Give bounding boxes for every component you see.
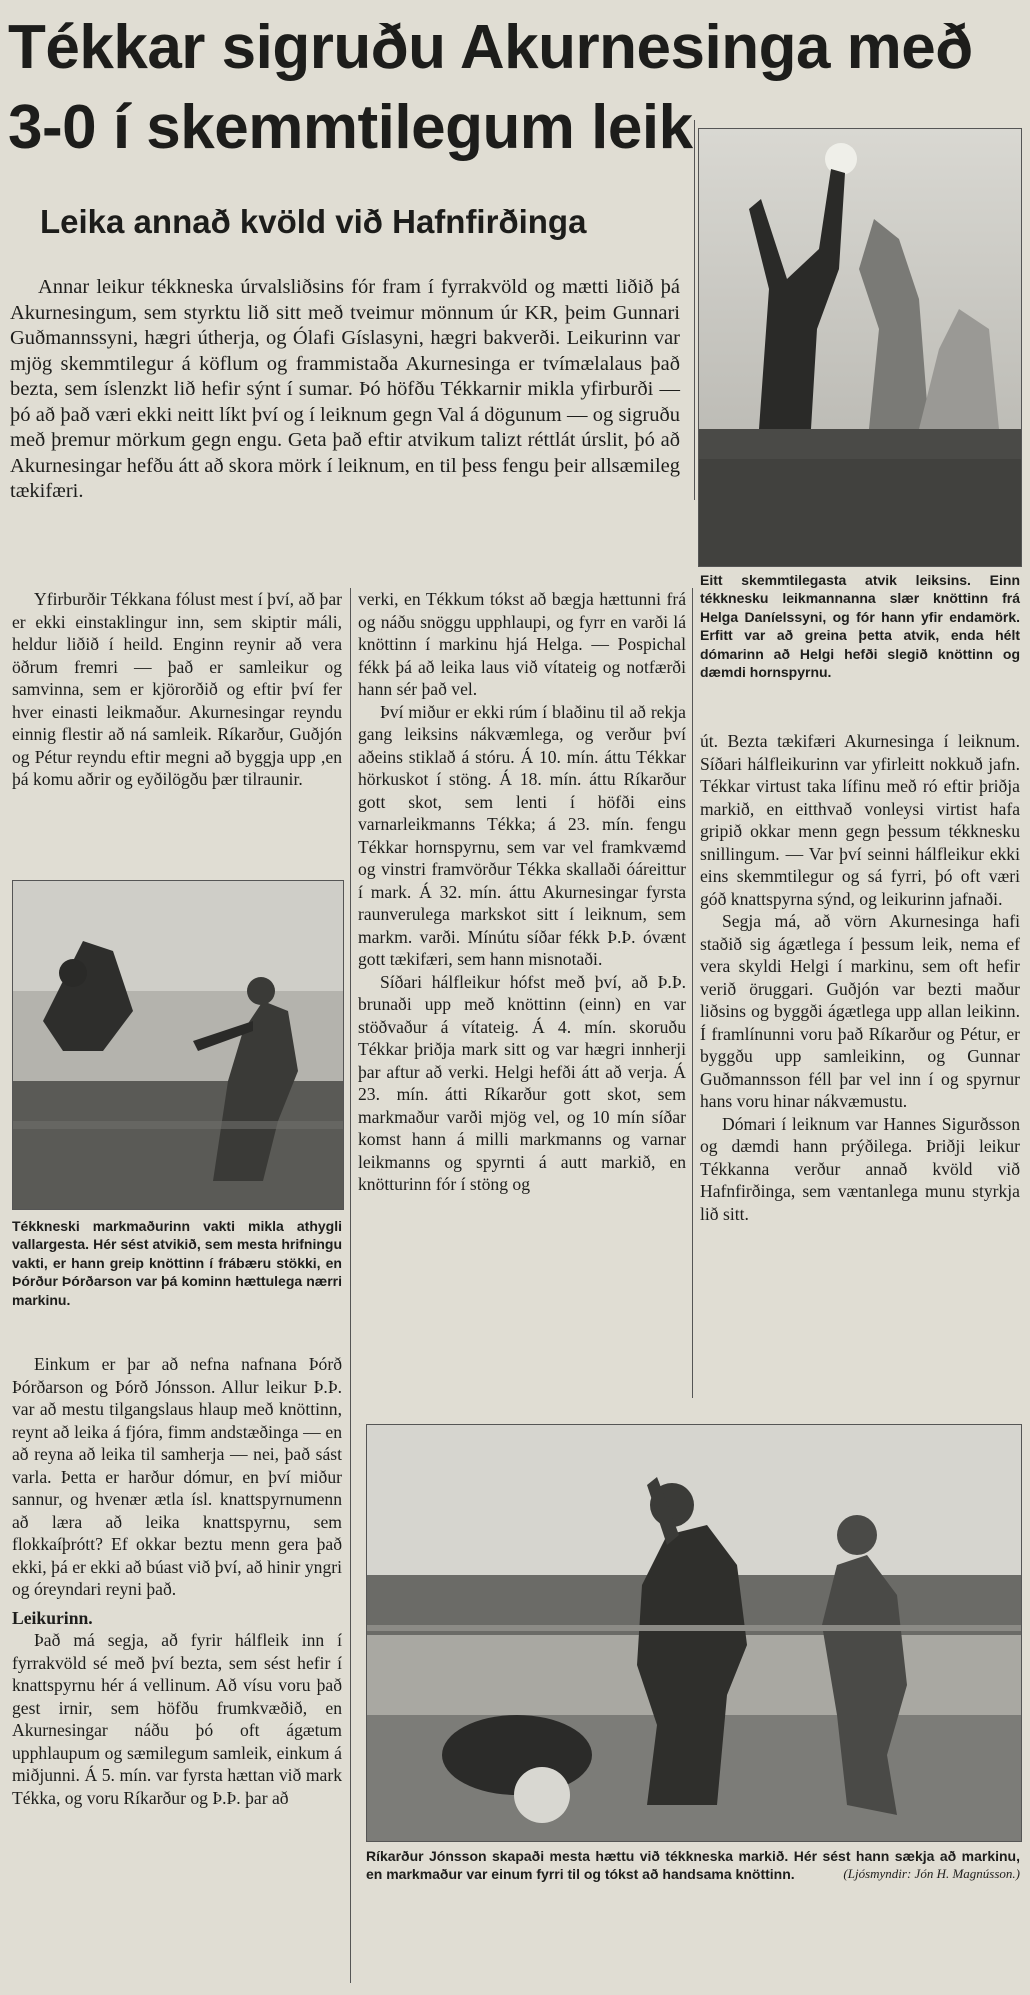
photo-caption-rikardur-attack [366,1847,1020,1884]
col1-paragraph-3: Það má segja, að fyrir hálfleik inn í fyrrakvöld sé með því bezta, sem sést hefir í knattspyrnu hér á vellinum. Að vísu voru það gest irnir, sem höfðu frumkvæðið, en Akurnesingar náðu þó oft ágætum upphlaupum og sæmilegum samleik, einkum á miðjunni. Á 5. mín. var fyrsta hættan við mark Tékka, og voru Ríkarður og Þ.Þ. þar að [12,1630,342,1808]
col1-paragraph-2: Einkum er þar að nefna nafnana Þórð Þórðarson og Þórð Jónsson. Allur leikur Þ.Þ. var að mestu tilgangslaus hlaup með knöttinn, reynt að leika á fjóra, fimm andstæðinga — en að reyna að leika til samherja — nei, það sást varla. Þetta er harður dómur, en því miður sannur, og hvenær ætla ísl. knattspyrnumenn að læra að leika knattspyrnu, sem flokkaíþrótt? Ef okkar beztu menn gera það ekki, þá er ekki að búast við því, að hinir yngri og óreyndari reyni það. [12,1354,342,1599]
section-subheading: Leikurinn. [12,1607,93,1628]
article-subheadline: Leika annað kvöld við Hafnfirðinga [40,203,587,240]
photo-rikardur-attack [366,1424,1022,1842]
column-3 [700,730,1020,1225]
col2-paragraph-2: Því miður er ekki rúm í blaðinu til að rekja gang leiksins nákvæmlega, og verður því aðeins stiklað á stóru. Á 10. mín. áttu Tékkar hörkuskot í stöng. Á 18. mín. áttu Ríkarður gott skot, sem lenti í höfði eins varnarleikmanns Tékka; á 23. mín. fengu Tékkar hornspyrnu, sem var vel framkvæmd og vinstri framvörður Tékka skallaði óáreittur í mark. Á 32. mín. áttu Akurnesingar fyrsta raunverulega markskot sitt í leiknum, sem markm. varði. Mínútu síðar fékk Þ.Þ. óvænt gott tækifæri, sem hann misnotaði. [358,701,686,969]
col3-paragraph-1: út. Bezta tækifæri Akurnesinga í leiknum. Síðari hálfleikurinn var yfirleitt nokkuð jafn. Tékkar virtust taka lífinu með ró eftir þriðja markið, en eitthvað vonleysi virtist hafa gripið okkar menn gegn þessum tékknesku snillingum. — Var því seinni hálfleikur ekki eins skemmtilegur og sá fyrri, þó oft væri góð knattspyrna sýnd, og leikurinn jafnaði. [700,731,1020,909]
col2-paragraph-3: Síðari hálfleikur hófst með því, að Þ.Þ. brunaði upp með knöttinn (einn) en var stöðvaður á vítateig. Á 4. mín. skoruðu Tékkar þriðja mark sitt og var hægri innherji þar aftur að verki. Helgi hefði átt að verja. Á 23. mín. átti Ríkarður gott skot, sem markmaður varði mjög vel, og 10 mín síðar komst hann á milli markmanns og varnar leikmanns og spyrnti á autt markið, en knötturinn fór í stöng og [358,971,686,1194]
column-rule [350,588,351,1983]
photo-goalkeeper-punch-image [699,129,1021,566]
col1-paragraph-1: Yfirburðir Tékkana fólust mest í því, að þar er ekki einstaklingur inn, sem skiptir máli, heldur liðið í heild. Enginn reynir að vera öðrum fremri — það er samleikur og samvinna, sem er kjörorðið og eftir því fer hver einasti leikmaður. Akurnesingar reyndu einnig flestir að ná samleik. Ríkarður, Guðjón og Pétur reyndu eftir megni að byggja upp ,en þá komu aðrir og eyðilögðu þær tilraunir. [12,589,342,789]
col3-paragraph-3: Dómari í leiknum var Hannes Sigurðsson og dæmdi hann prýðilega. Þriðji leikur Tékkanna verður annað kvöld við Hafnfirðinga, sem væntanlega munu styrkja lið sitt. [700,1113,1020,1224]
photo-caption-goalkeeper-catch: Tékkneski markmaðurinn vakti mikla athygli vallargesta. Hér sést atvikið, sem mesta hrifningu vakti, er hann greip knöttinn í frábæru stökki, en Þórður Þórðarson var þá kominn hættulega nærri markinu. [12,1218,342,1308]
article-headline: Tékkar sigruðu Akurnesinga með 3-0 í skemmtilegum leik [8,13,973,162]
col3-paragraph-2: Segja má, að vörn Akurnesinga hafi staðið sig ágætlega í þessum leik, nema ef vera skyldi Helgi í markinu, sem oft hefir verið öruggari. Guðjón var bezti maður liðsins og byggði ágætlega upp allan leikinn. Í framlínunni voru það Ríkarður og Pétur, er byggðu upp samleikinn, og Gunnar Guðmannsson féll þar vel inn í og spyrnur hans voru hinar nákvæmustu. [700,911,1020,1111]
col2-paragraph-1: verki, en Tékkum tókst að bægja hættunni frá og náðu snöggu upphlaupi, og fyrr en varði lá knöttinn í markinu hjá Helga. — Pospichal fékk þá að leika laus við vítateig og notfærði hann sér það vel. [358,589,686,699]
lead-text: Annar leikur tékkneska úrvalsliðsins fór fram í fyrrakvöld og mætti liðið þá Akurnesingum, sem styrktu lið sitt með tveimur mönnum úr KR, þeim Gunnari Guðmannssyni, hægri útherja, og Ólafi Gíslasyni, hægri bakverði. Leikurinn var mjög skemmtilegur á köflum og frammistaða Akurnesinga er tvímælalaus það bezta, sem íslenzkt lið hefir sýnt í sumar. Þó höfðu Tékkarnir mikla yfirburði — þó að það væri ekki neitt líkt því og í leiknum gegn Val á dögunum — og sigruðu með þremur mörkum gegn engu. Geta það eftir atvikum talizt réttlát úrslit, þó að Akurnesingar hefðu átt að skora mörk í leiknum, en til þess fengu þeir allsæmileg tækifæri. [10,276,680,502]
column-1-bottom [12,1353,342,1809]
photo-credit: (Ljósmyndir: Jón H. Magnússon.) [843,1866,1020,1882]
photo-goalkeeper-catch-image [13,881,343,1209]
photo-caption-goalkeeper-punch: Eitt skemmtilegasta atvik leiksins. Einn tékknesku leikmannanna slær knöttinn frá Helga Daníelssyni, og fór hann yfir endamörk. Erfitt var að greina þetta atvik, enda hélt dómarinn að Helgi hefði slegið knöttinn og dæmdi hornspyrnu. [700,572,1020,681]
photo-goalkeeper-catch [12,880,344,1210]
column-rule [692,588,693,1398]
bottom-caption-text: Ríkarður Jónsson skapaði mesta hættu við tékkneska markið. Hér sést hann sækja að markinu, en markmaður var einum fyrri til og tókst að handsama knöttinn. [366,1848,1020,1883]
lead-paragraph [10,275,680,505]
photo-goalkeeper-punch [698,128,1022,567]
photo-rikardur-attack-image [367,1425,1021,1841]
column-1-top [12,588,342,791]
column-rule [694,120,695,500]
column-2 [358,588,686,1196]
